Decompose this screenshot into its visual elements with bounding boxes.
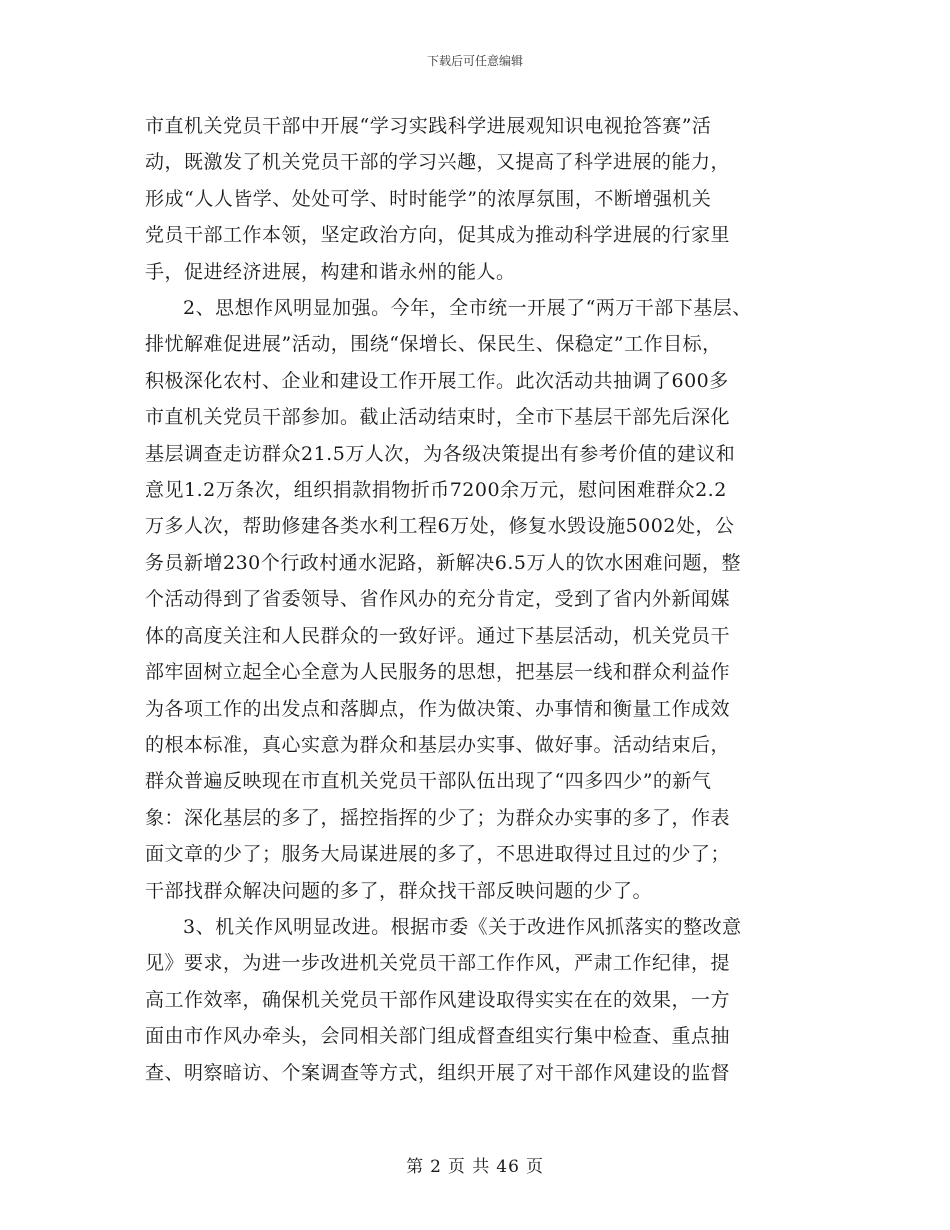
page-label-prefix: 第 [406, 1157, 425, 1177]
text-line: 意见1.2万条次，组织捐款捐物折币7200余万元，慰问困难群众2.2 [145, 479, 727, 502]
page-label-suffix: 页 [525, 1157, 544, 1177]
page-footer [0, 1152, 950, 1177]
page-header-note: 下载后可任意编辑 [426, 54, 523, 68]
text-line: 面文章的少了；服务大局谋进展的多了，不思进取得过且过的少了； [145, 843, 731, 866]
text-line: 干部找群众解决问题的多了，群众找干部反映问题的少了。 [145, 879, 653, 902]
text-line: 形成“人人皆学、处处可学、时时能学”的浓厚氛围，不断增强机关 [145, 187, 712, 210]
page-number: 2 [430, 1157, 442, 1177]
paragraph-1 [145, 108, 810, 290]
text-line: 个活动得到了省委领导、省作风办的充分肯定，受到了省内外新闻媒 [145, 588, 731, 611]
page-total: 46 [496, 1157, 520, 1177]
text-line: 市直机关党员干部中开展“学习实践科学进展观知识电视抢答赛”活 [145, 115, 712, 137]
text-line: 面由市作风办牵头，会同相关部门组成督查组实行集中检查、重点抽 [145, 1025, 731, 1048]
text-line: 手，促进经济进展，构建和谐永州的能人。 [145, 260, 516, 283]
text-line: 3、机关作风明显改进。根据市委《关于改进作风抓落实的整改意 [183, 915, 742, 938]
text-line: 体的高度关注和人民群众的一致好评。通过下基层活动，机关党员干 [145, 624, 731, 647]
text-line: 务员新增230个行政村通水泥路，新解决6.5万人的饮水困难问题，整 [145, 551, 741, 574]
text-line: 象：深化基层的多了，摇控指挥的少了；为群众办实事的多了，作表 [145, 806, 731, 829]
text-line: 积极深化农村、企业和建设工作开展工作。此次活动共抽调了600多 [145, 369, 729, 392]
page-label-middle: 页 共 [447, 1157, 491, 1177]
text-line: 见》要求，为进一步改进机关党员干部工作作风，严肃工作纪律，提 [145, 952, 731, 975]
text-line: 市直机关党员干部参加。截止活动结束时，全市下基层干部先后深化 [145, 406, 731, 429]
text-line: 万多人次，帮助修建各类水利工程6万处，修复水毁设施5002处，公 [145, 515, 735, 538]
text-line: 党员干部工作本领，坚定政治方向，促其成为推动科学进展的行家里 [145, 224, 731, 247]
document-body [145, 108, 810, 1091]
text-line: 排忧解难促进展”活动，围绕“保增长、保民生、保稳定”工作目标， [145, 333, 722, 356]
text-line: 部牢固树立起全心全意为人民服务的思想，把基层一线和群众利益作 [145, 661, 731, 684]
text-line: 2、思想作风明显加强。今年，全市统一开展了“两万干部下基层、 [183, 297, 752, 320]
text-line: 高工作效率，确保机关党员干部作风建设取得实实在在的效果，一方 [145, 988, 731, 1011]
text-line: 为各项工作的出发点和落脚点，作为做决策、办事情和衡量工作成效 [145, 697, 731, 720]
paragraph-3 [145, 909, 810, 1091]
text-line: 群众普遍反映现在市直机关党员干部队伍出现了“四多四少”的新气 [145, 770, 712, 793]
text-line: 动，既激发了机关党员干部的学习兴趣，又提高了科学进展的能力， [145, 151, 731, 174]
text-line: 的根本标准，真心实意为群众和基层办实事、做好事。活动结束后， [145, 733, 731, 756]
text-line: 查、明察暗访、个案调查等方式，组织开展了对干部作风建设的监督 [145, 1061, 731, 1084]
text-line: 基层调查走访群众21.5万人次，为各级决策提出有参考价值的建议和 [145, 442, 736, 465]
paragraph-2 [145, 290, 810, 909]
